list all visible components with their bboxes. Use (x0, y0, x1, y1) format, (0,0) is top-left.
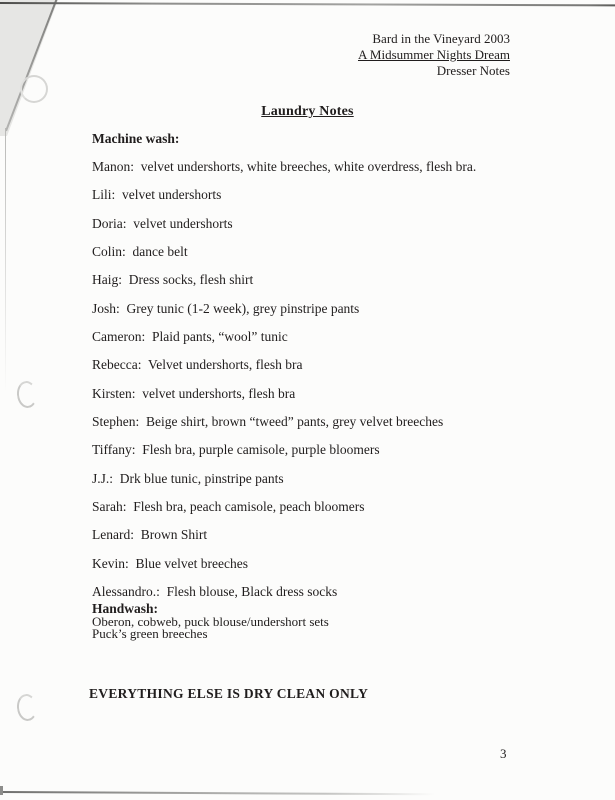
binder-ring-mark-lower (16, 693, 39, 722)
laundry-line-haig: Haig: Dress socks, flesh shirt (92, 272, 254, 288)
handwash-line-sets: Oberon, cobweb, puck blouse/undershort sets (92, 613, 329, 629)
hole-punch-mark (20, 75, 48, 103)
laundry-line-colin: Colin: dance belt (92, 244, 188, 260)
laundry-line-tiffany: Tiffany: Flesh bra, purple camisole, purple bloomers (92, 442, 380, 458)
laundry-line-sarah: Sarah: Flesh bra, peach camisole, peach bloomers (92, 499, 365, 515)
laundry-line-rebecca: Rebecca: Velvet undershorts, flesh bra (92, 357, 303, 373)
handwash-heading: Handwash: (92, 601, 159, 616)
page-number: 3 (500, 746, 507, 761)
laundry-line-lili: Lili: velvet undershorts (92, 187, 222, 203)
laundry-line-lenard: Lenard: Brown Shirt (92, 527, 208, 543)
dry-clean-note: EVERYTHING ELSE IS DRY CLEAN ONLY (89, 686, 369, 701)
scan-top-edge (0, 2, 615, 6)
handwash-line-breeches: Puck’s green breeches (92, 626, 208, 642)
laundry-line-stephen: Stephen: Beige shirt, brown “tweed” pants, grey velvet breeches (92, 414, 444, 430)
handwash-section (92, 602, 532, 641)
binder-ring-mark-upper (16, 380, 39, 409)
laundry-line-alessandro: Alessandro.: Flesh blouse, Black dress socks (92, 584, 338, 600)
laundry-line-jj: J.J.: Drk blue tunic, pinstripe pants (92, 470, 284, 486)
scan-left-edge (5, 128, 6, 393)
page-title: Laundry Notes (261, 104, 354, 119)
laundry-line-doria: Doria: velvet undershorts (92, 215, 233, 231)
machine-wash-list (92, 153, 562, 607)
laundry-line-josh: Josh: Grey tunic (1-2 week), grey pinstripe pants (92, 300, 360, 316)
document-header (358, 31, 510, 79)
laundry-line-kirsten: Kirsten: velvet undershorts, flesh bra (92, 385, 296, 401)
header-production-line: Bard in the Vineyard 2003 (372, 31, 510, 46)
header-doc-type-line: Dresser Notes (436, 63, 510, 78)
laundry-line-cameron: Cameron: Plaid pants, “wool” tunic (92, 329, 288, 345)
scan-bottom-edge (0, 791, 435, 795)
machine-wash-heading: Machine wash: (92, 131, 180, 146)
header-show-line: A Midsummer Nights Dream (357, 47, 510, 62)
laundry-line-kevin: Kevin: Blue velvet breeches (92, 555, 248, 571)
scan-bottom-corner-mark (0, 786, 3, 795)
laundry-line-manon: Manon: velvet undershorts, white breeches, white overdress, flesh bra. (92, 159, 477, 174)
